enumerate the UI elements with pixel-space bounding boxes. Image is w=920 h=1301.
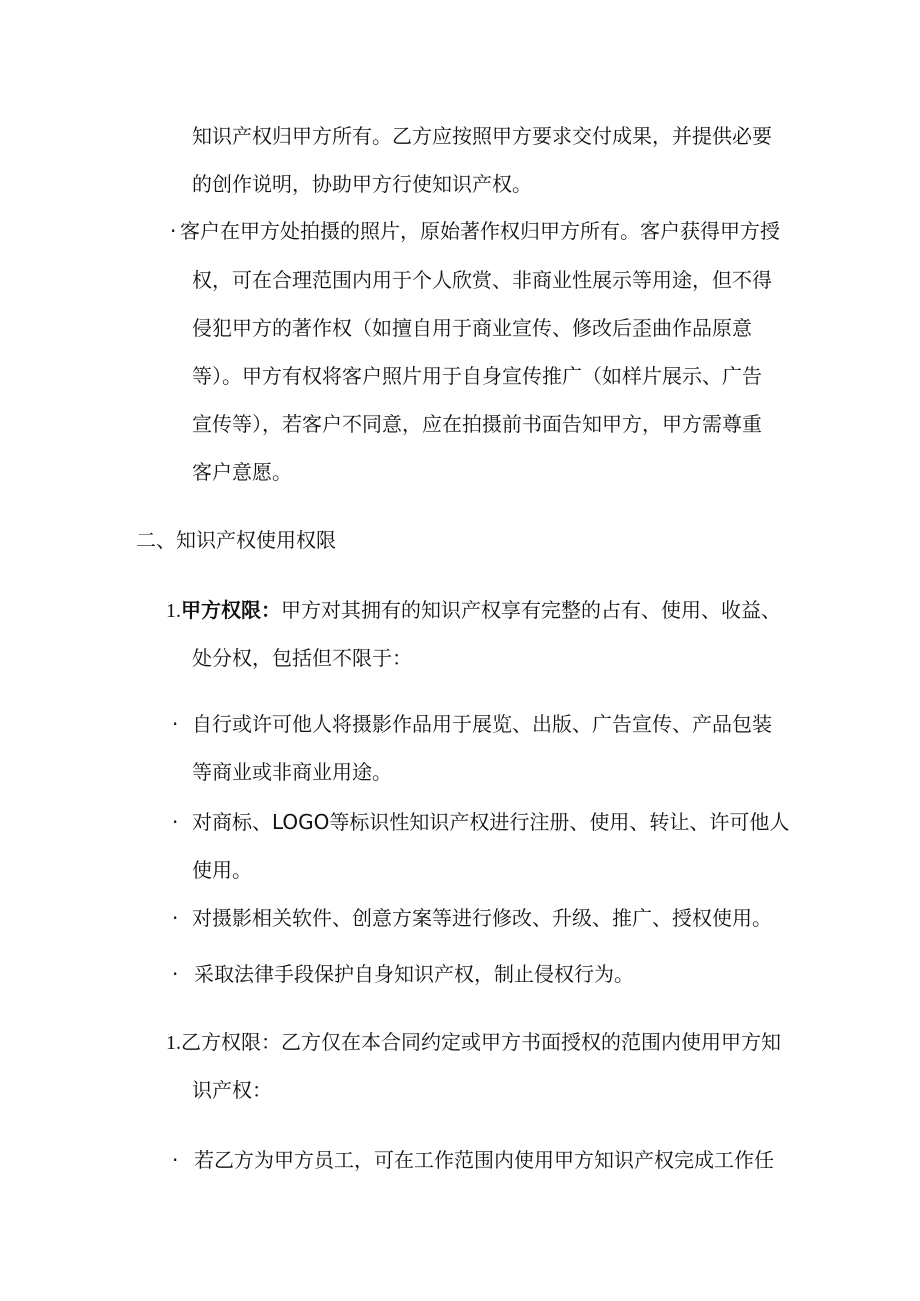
- paragraph-line: 权，可在合理范围内用于个人欣赏、非商业性展示等用途，但不得: [192, 268, 772, 292]
- paragraph-line: 识产权：: [192, 1078, 272, 1102]
- paragraph-line: 等）。甲方有权将客户照片用于自身宣传推广（如样片展示、广告: [192, 364, 762, 388]
- item-a-line: [166, 600, 781, 621]
- bullet-icon: ·: [170, 219, 177, 243]
- bullet-icon: ·: [172, 712, 179, 736]
- bullet-icon: ·: [172, 906, 179, 930]
- list-item-line: 使用。: [192, 858, 252, 882]
- paragraph-line: 客户在甲方处拍摄的照片，原始著作权归甲方所有。客户获得甲方授: [180, 219, 780, 243]
- bullet-icon: ·: [172, 962, 179, 986]
- paragraph-line: 处分权，包括但不限于：: [192, 646, 412, 670]
- paragraph-line: 宣传等），若客户不同意，应在拍摄前书面告知甲方，甲方需尊重: [192, 412, 762, 436]
- item-number: 1.: [166, 600, 181, 622]
- list-item-line: 采取法律手段保护自身知识产权，制止侵权行为。: [194, 962, 634, 986]
- list-item-line: 若乙方为甲方员工，可在工作范围内使用甲方知识产权完成工作任: [194, 1148, 774, 1172]
- paragraph-line: 客户意愿。: [192, 460, 292, 484]
- item-b-line: [166, 1032, 781, 1053]
- paragraph-line: 的创作说明，协助甲方行使知识产权。: [192, 172, 532, 196]
- bullet-icon: ·: [172, 810, 179, 834]
- list-item-line: 自行或许可他人将摄影作品用于展览、出版、广告宣传、产品包装: [192, 712, 772, 736]
- item-text: 甲方对其拥有的知识产权享有完整的占有、使用、收益、: [281, 598, 781, 622]
- item-number: 1.: [166, 1032, 181, 1054]
- list-item-line: 等商业或非商业用途。: [192, 760, 392, 784]
- section-heading: 二、知识产权使用权限: [136, 528, 336, 552]
- bullet-icon: ·: [172, 1148, 179, 1172]
- paragraph-line: 侵犯甲方的著作权（如擅自用于商业宣传、修改后歪曲作品原意: [192, 316, 752, 340]
- paragraph-line: 知识产权归甲方所有。乙方应按照甲方要求交付成果，并提供必要: [192, 124, 772, 148]
- item-text: 乙方权限：乙方仅在本合同约定或甲方书面授权的范围内使用甲方知: [181, 1030, 781, 1054]
- list-item-line: 对摄影相关软件、创意方案等进行修改、升级、推广、授权使用。: [192, 906, 772, 930]
- list-item-line: 对商标、LOGO等标识性知识产权进行注册、使用、转让、许可他人: [192, 810, 790, 834]
- item-bold-label: 甲方权限：: [181, 598, 281, 622]
